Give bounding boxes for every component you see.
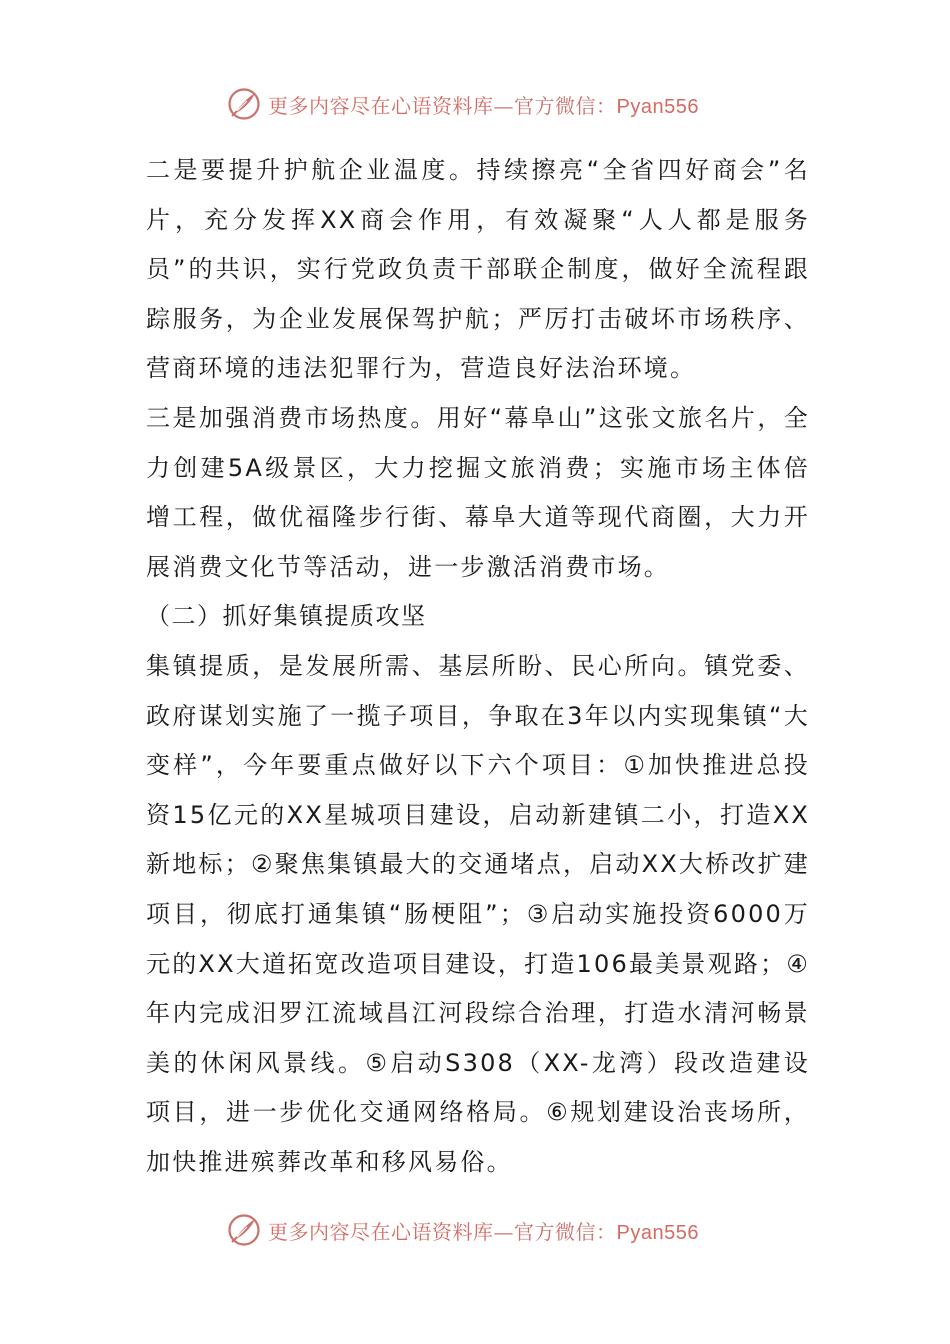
watermark-separator: —: [493, 93, 514, 118]
watermark-separator: —: [493, 1219, 514, 1244]
watermark-official: 官方微信：: [514, 1219, 617, 1244]
document-body: [146, 146, 810, 1187]
watermark-brand: 更多内容尽在心语资料库: [268, 1219, 494, 1244]
watermark-header: [226, 84, 699, 124]
paragraph-consumer-market: 三是加强消费市场热度。用好“幕阜山”这张文旅名片，全力创建5A级景区，大力挖掘文旅消费；实施市场主体倍增工程，做优福隆步行街、幕阜大道等现代商圈，大力开展消费文化节等活动，进一步激活消费市场。: [146, 403, 810, 581]
watermark-brand: 更多内容尽在心语资料库: [268, 93, 494, 118]
watermark-text: [268, 1216, 699, 1245]
quill-logo-icon: [226, 1212, 262, 1248]
paragraph-town-projects: 集镇提质，是发展所需、基层所盼、民心所向。镇党委、政府谋划实施了一揽子项目，争取在3年以内实现集镇“大变样”，今年要重点做好以下六个项目：①加快推进总投资15亿元的XX星城项目建设，启动新建镇二小，打造XX新地标；②聚焦集镇最大的交通堵点，启动XX大桥改扩建项目，彻底打通集镇“肠梗阻”；③启动实施投资6000万元的XX大道拓宽改造项目建设，打造106最美景观路；④年内完成汨罗江流域昌江河段综合治理，打造水清河畅景美的休闲风景线。⑤启动S308（XX-龙湾）段改造建设项目，进一步优化交通网络格局。⑥规划建设治丧场所，加快推进殡葬改革和移风易俗。: [146, 651, 810, 1176]
quill-logo-icon: [226, 86, 262, 122]
watermark-wechat-id: Pyan556: [616, 1221, 699, 1244]
watermark-footer: [226, 1210, 699, 1250]
paragraph-enterprise-service: 二是要提升护航企业温度。持续擦亮“全省四好商会”名片，充分发挥XX商会作用，有效凝聚“人人都是服务员”的共识，实行党政负责干部联企制度，做好全流程跟踪服务，为企业发展保驾护航；严厉打击破坏市场秩序、营商环境的违法犯罪行为，营造良好法治环境。: [146, 156, 810, 383]
watermark-wechat-id: Pyan556: [616, 95, 699, 118]
section-heading: （二）抓好集镇提质攻坚: [146, 602, 427, 631]
watermark-text: [268, 90, 699, 119]
watermark-official: 官方微信：: [514, 93, 617, 118]
